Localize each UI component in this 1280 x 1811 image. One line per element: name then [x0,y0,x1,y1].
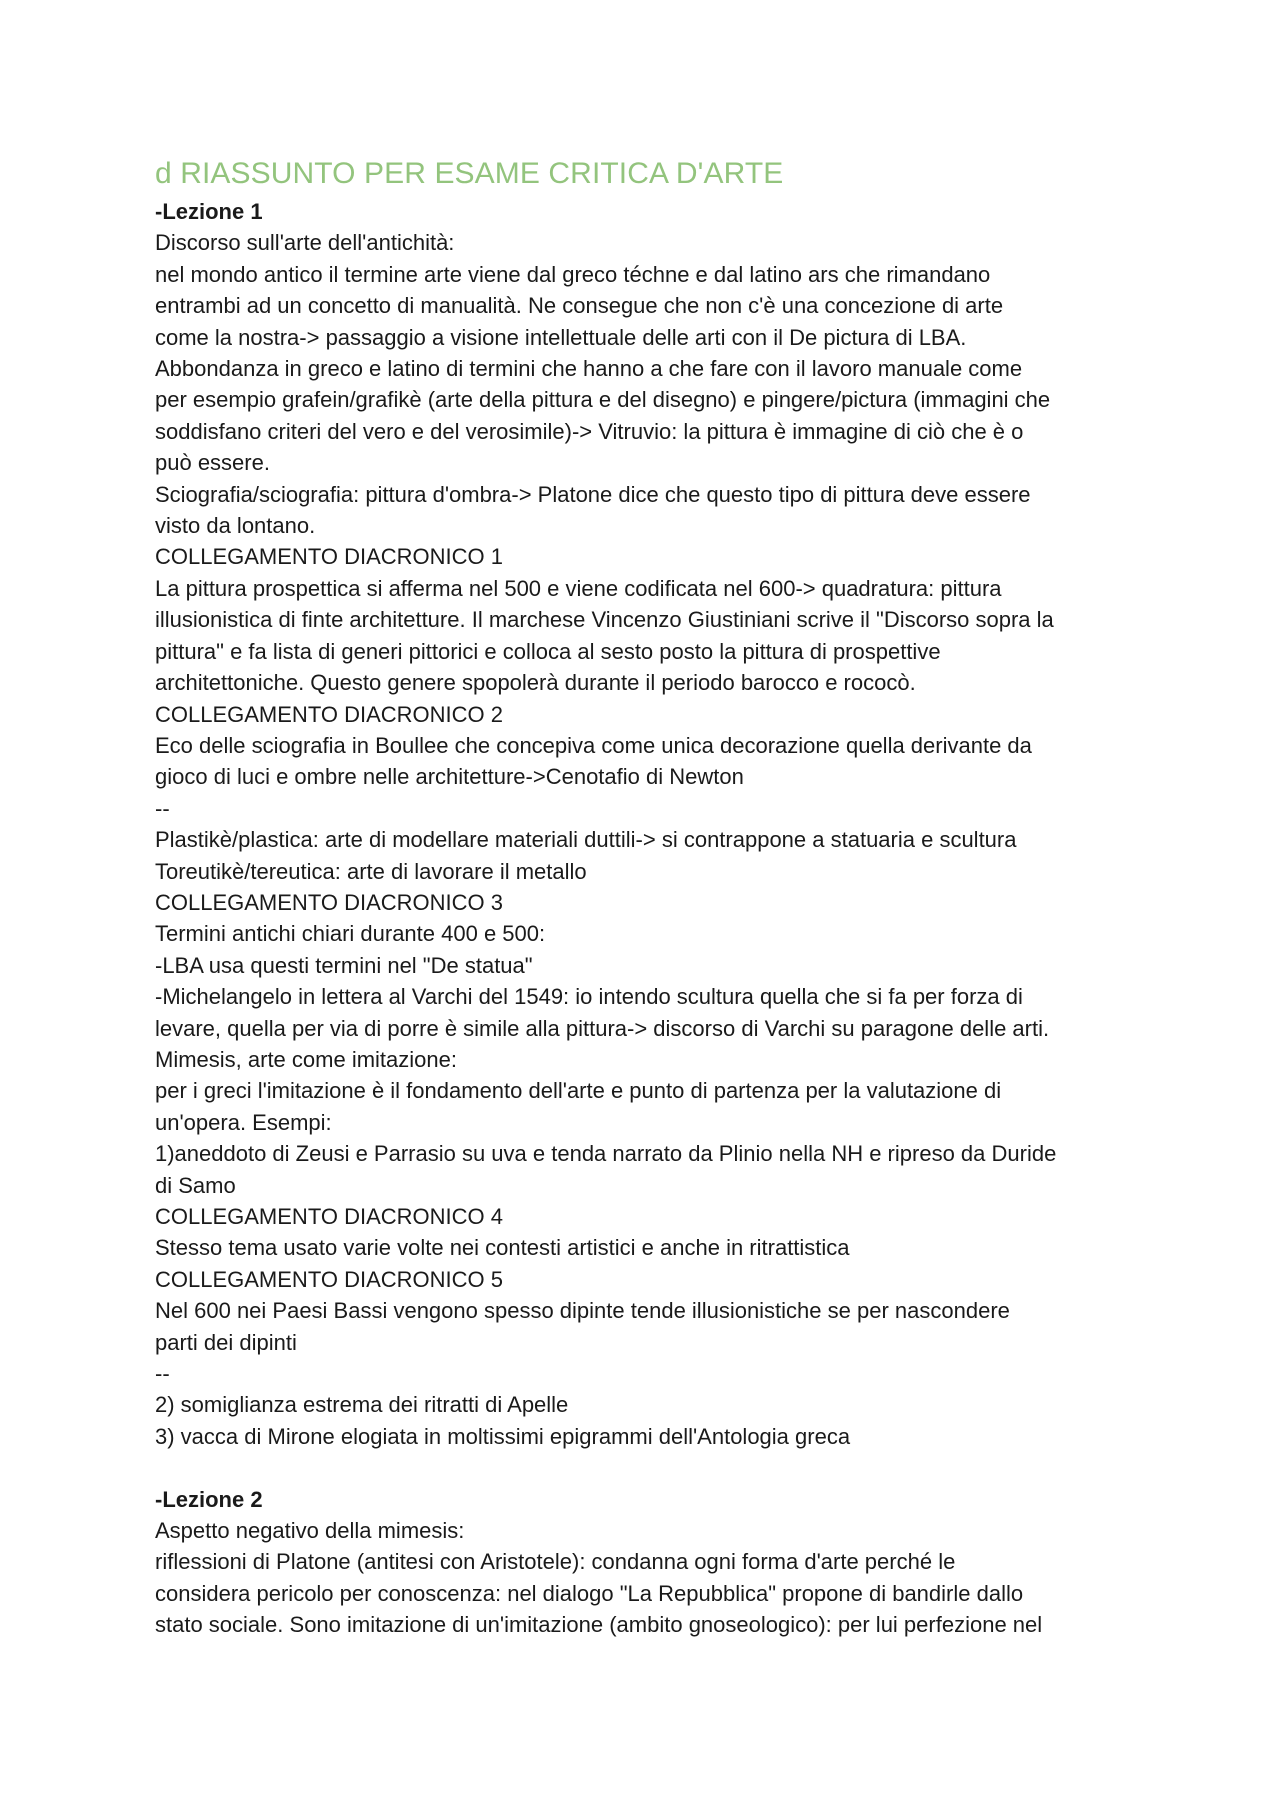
text-line: parti dei dipinti [155,1329,297,1355]
text-line: di Samo [155,1172,236,1198]
text-line: gioco di luci e ombre nelle architetture->Cenotafio di Newton [155,764,744,790]
section-heading: -Lezione 1 [155,199,263,224]
text-line: Termini antichi chiari durante 400 e 500: [155,921,546,947]
text-line: può essere. [155,450,270,476]
text-line: COLLEGAMENTO DIACRONICO 1 [155,544,503,570]
text-line: 1)aneddoto di Zeusi e Parrasio su uva e tenda narrato da Plinio nella NH e ripreso da Duride [155,1141,1057,1167]
document-page [155,152,1155,1641]
text-line: soddisfano criteri del vero e del verosimile)-> Vitruvio: la pittura è immagine di ciò che è o [155,418,1024,444]
text-line: COLLEGAMENTO DIACRONICO 5 [155,1266,503,1292]
text-line: per esempio grafein/grafikè (arte della pittura e del disegno) e pingere/pictura (immagini che [155,387,1051,413]
text-line: -LBA usa questi termini nel "De statua" [155,952,533,978]
text-line: COLLEGAMENTO DIACRONICO 2 [155,701,503,727]
text-line: riflessioni di Platone (antitesi con Aristotele): condanna ogni forma d'arte perché le [155,1549,956,1575]
text-line: considera pericolo per conoscenza: nel dialogo "La Repubblica" propone di bandirle dallo [155,1580,1024,1606]
text-line: Abbondanza in greco e latino di termini che hanno a che fare con il lavoro manuale come [155,356,1023,382]
text-line: -Michelangelo in lettera al Varchi del 1549: io intendo scultura quella che si fa per forza di [155,984,1023,1010]
text-line: 3) vacca di Mirone elogiata in moltissimi epigrammi dell'Antologia greca [155,1423,851,1449]
text-line: Toreutikè/tereutica: arte di lavorare il metallo [155,858,587,884]
text-line: COLLEGAMENTO DIACRONICO 4 [155,1204,503,1229]
document-body [155,196,1155,1641]
text-line: architettoniche. Questo genere spopolerà durante il periodo barocco e rococò. [155,670,916,696]
text-line: -- [155,795,170,821]
text-line: stato sociale. Sono imitazione di un'imitazione (ambito gnoseologico): per lui perfezione nel [155,1612,1043,1638]
text-line: 2) somiglianza estrema dei ritratti di Apelle [155,1392,569,1418]
text-line: Discorso sull'arte dell'antichità: [155,230,455,256]
text-line: -- [155,1361,170,1387]
text-line: COLLEGAMENTO DIACRONICO 3 [155,889,503,915]
text-line: Plastikè/plastica: arte di modellare materiali duttili-> si contrappone a statuaria e scultura [155,827,1017,853]
text-line: per i greci l'imitazione è il fondamento dell'arte e punto di partenza per la valutazione di [155,1078,1002,1104]
text-line: entrambi ad un concetto di manualità. Ne consegue che non c'è una concezione di arte [155,293,1004,319]
text-line: La pittura prospettica si afferma nel 500 e viene codificata nel 600-> quadratura: pittura [155,575,1002,601]
text-line [155,1452,1155,1483]
text-line: Sciografia/sciografia: pittura d'ombra-> Platone dice che questo tipo di pittura deve essere [155,481,1031,507]
text-line: Nel 600 nei Paesi Bassi vengono spesso dipinte tende illusionistiche se per nascondere [155,1298,1010,1324]
text-line: illusionistica di finte architetture. Il marchese Vincenzo Giustiniani scrive il "Discorso sopra la [155,607,1054,633]
text-line: nel mondo antico il termine arte viene dal greco téchne e dal latino ars che rimandano [155,261,991,287]
text-line: levare, quella per via di porre è simile alla pittura-> discorso di Varchi su paragone delle arti. [155,1015,1050,1041]
text-line: un'opera. Esempi: [155,1109,332,1135]
text-line: Aspetto negativo della mimesis: [155,1518,465,1544]
text-line: Stesso tema usato varie volte nei contesti artistici e anche in ritrattistica [155,1235,850,1261]
text-line: come la nostra-> passaggio a visione intellettuale delle arti con il De pictura di LBA. [155,324,967,350]
section-heading: -Lezione 2 [155,1486,263,1512]
document-title: d RIASSUNTO PER ESAME CRITICA D'ARTE [155,157,784,190]
text-line: Mimesis, arte come imitazione: [155,1046,457,1072]
text-line: visto da lontano. [155,513,316,539]
text-line: pittura" e fa lista di generi pittorici e colloca al sesto posto la pittura di prospettive [155,638,941,664]
text-line: Eco delle sciografia in Boullee che concepiva come unica decorazione quella derivante da [155,732,1032,758]
